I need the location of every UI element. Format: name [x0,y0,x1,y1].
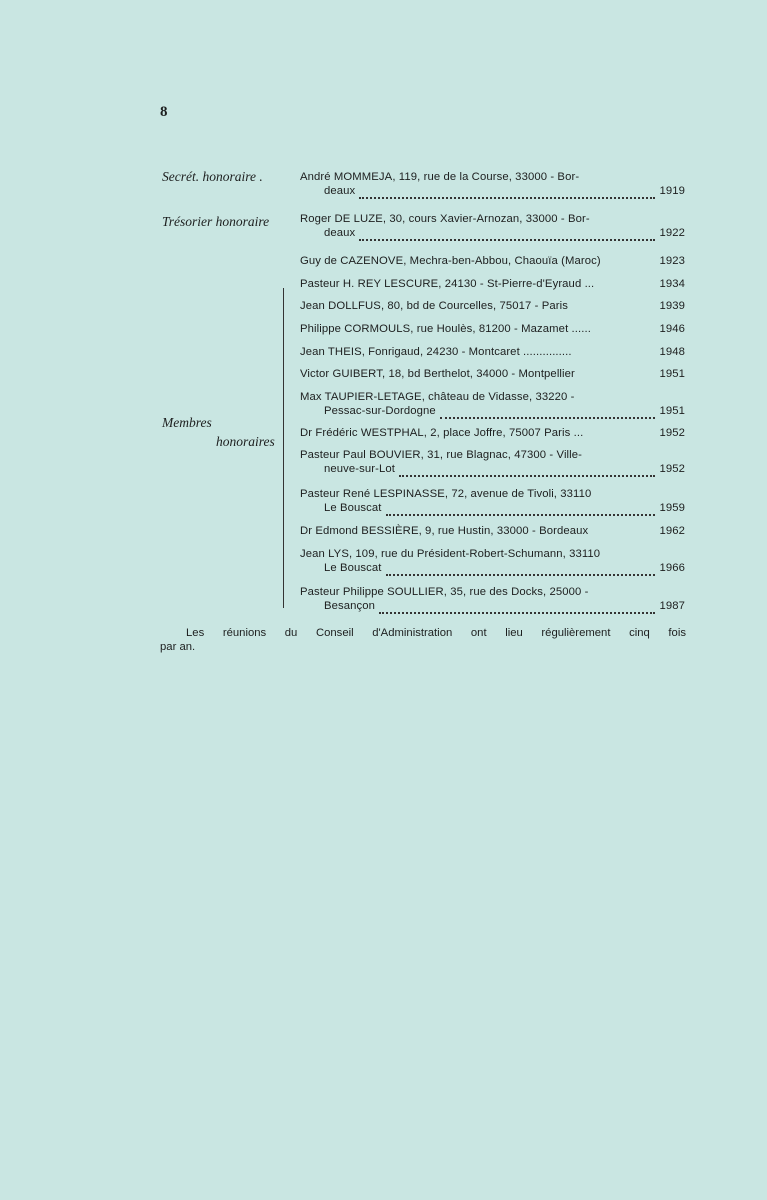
entry-year: 1923 [659,255,685,267]
entry-row [300,524,685,538]
entry-text-cont: Besançon [324,600,376,612]
entry-row [300,277,685,291]
entry-year: 1939 [659,300,685,312]
leader-dots [386,510,656,516]
entry-year: 1951 [659,368,685,380]
footer-note [160,626,686,654]
entry-row [300,547,685,575]
entry-text: Jean DOLLFUS, 80, bd de Courcelles, 75017 - Paris [300,300,569,312]
entry-text: Pasteur René LESPINASSE, 72, avenue de Tivoli, 33110 [300,488,592,500]
entry-text: André MOMMEJA, 119, rue de la Course, 33000 - Bor- [300,171,580,183]
entry-text: Jean THEIS, Fonrigaud, 24230 - Montcaret ............... [300,346,572,358]
entry-text-cont: deaux [324,185,356,197]
leader-dots [399,471,655,477]
entry-row [300,426,685,440]
entry-text: Victor GUIBERT, 18, bd Berthelot, 34000 - Montpellier [300,368,575,380]
entry-row [300,585,685,613]
entry-row [300,367,685,381]
entry-row [300,299,685,313]
entry-text: Philippe CORMOULS, rue Houlès, 81200 - Mazamet ...... [300,323,591,335]
label-membres: Membres [162,415,212,430]
entry-row [300,212,685,240]
label-tresorier: Trésorier honoraire [162,214,270,229]
label-honoraires: honoraires [216,434,275,449]
leader-dots [359,193,655,199]
entry-year: 1922 [659,227,685,239]
entry-text: Roger DE LUZE, 30, cours Xavier-Arnozan, 33000 - Bor- [300,213,590,225]
entry-year: 1962 [659,525,685,537]
entry-year: 1966 [659,562,685,574]
entry-text: Guy de CAZENOVE, Mechra-ben-Abbou, Chaouïa (Maroc) [300,255,601,267]
leader-dots [359,235,655,241]
leader-dots [386,570,656,576]
entry-row [300,487,685,515]
entry-row [300,170,685,198]
members-bracket [283,288,290,608]
entry-text-cont: Le Bouscat [324,562,382,574]
entry-text: Dr Frédéric WESTPHAL, 2, place Joffre, 75007 Paris ... [300,427,584,439]
entry-year: 1952 [659,463,685,475]
entry-year: 1952 [659,427,685,439]
entry-row [300,448,685,476]
entry-text-cont: Pessac-sur-Dordogne [324,405,436,417]
entry-text: Max TAUPIER-LETAGE, château de Vidasse, 33220 - [300,391,575,403]
entry-text-cont: deaux [324,227,356,239]
entry-year: 1951 [659,405,685,417]
entry-row [300,390,685,418]
entry-text: Pasteur H. REY LESCURE, 24130 - St-Pierre-d'Eyraud ... [300,278,595,290]
entry-row [300,345,685,359]
entry-text: Pasteur Paul BOUVIER, 31, rue Blagnac, 47300 - Ville- [300,449,583,461]
entry-row [300,254,685,268]
entry-text-cont: Le Bouscat [324,502,382,514]
entry-year: 1948 [659,346,685,358]
entry-year: 1946 [659,323,685,335]
entry-text: Pasteur Philippe SOULLIER, 35, rue des Docks, 25000 - [300,586,589,598]
footer-line-1: Les réunions du Conseil d'Administration ont lieu régulièrement cinq fois [186,627,686,639]
entry-year: 1959 [659,502,685,514]
footer-line-2: par an. [160,641,196,653]
entry-text: Dr Edmond BESSIÈRE, 9, rue Hustin, 33000 - Bordeaux [300,525,589,537]
entry-year: 1919 [659,185,685,197]
label-secretaire: Secrét. honoraire . [162,169,263,184]
entry-text: Jean LYS, 109, rue du Président-Robert-Schumann, 33110 [300,548,601,560]
page-number: 8 [160,104,168,120]
leader-dots [379,608,655,614]
leader-dots [440,413,656,419]
entry-year: 1987 [659,600,685,612]
entry-year: 1934 [659,278,685,290]
entry-row [300,322,685,336]
entry-text-cont: neuve-sur-Lot [324,463,396,475]
